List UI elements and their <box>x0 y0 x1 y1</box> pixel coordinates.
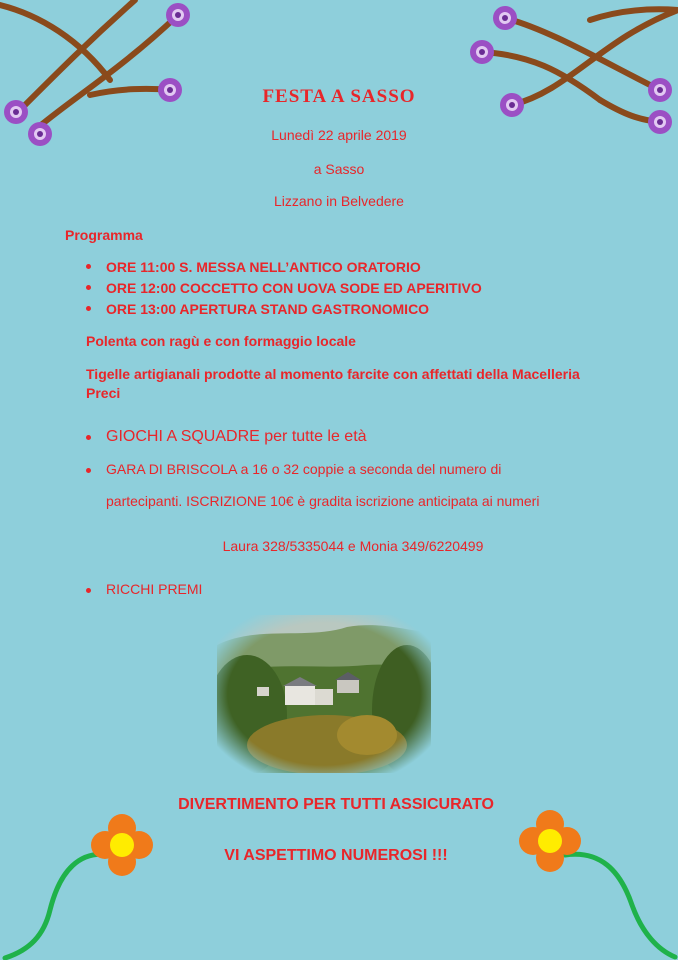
food-polenta: Polenta con ragù e con formaggio locale <box>86 333 356 349</box>
games-item: GIOCHI A SQUADRE per tutte le età <box>86 428 367 446</box>
briscola-item: GARA DI BRISCOLA a 16 o 32 coppie a seconda del numero di <box>86 461 501 477</box>
contacts: Laura 328/5335044 e Monia 349/6220499 <box>222 538 484 554</box>
flower-icon <box>493 6 517 30</box>
flower-icon <box>470 40 494 64</box>
program-heading: Programma <box>65 227 143 243</box>
closing-invite: VI ASPETTIMO NUMEROSI !!! <box>224 847 448 864</box>
bottom-left-flower-decoration <box>0 810 160 960</box>
schedule-item: ORE 13:00 APERTURA STAND GASTRONOMICO <box>86 299 482 320</box>
orange-flower-icon <box>519 810 581 872</box>
event-place: a Sasso <box>313 161 365 177</box>
village-photo <box>217 615 431 773</box>
event-date: Lunedì 22 aprile 2019 <box>271 127 407 143</box>
event-title: FESTA A SASSO <box>262 86 416 107</box>
games-list <box>86 428 367 446</box>
closing-fun: DIVERTIMENTO PER TUTTI ASSICURATO <box>178 796 494 813</box>
event-town: Lizzano in Belvedere <box>274 193 404 209</box>
flower-icon <box>166 3 190 27</box>
schedule-item: ORE 11:00 S. MESSA NELL’ANTICO ORATORIO <box>86 257 482 278</box>
bottom-right-flower-decoration <box>510 805 678 960</box>
orange-flower-icon <box>91 814 153 876</box>
prizes-list <box>86 581 202 597</box>
schedule-item: ORE 12:00 COCCETTO CON UOVA SODE ED APERITIVO <box>86 278 482 299</box>
food-tigelle: Tigelle artigianali prodotte al momento farcite con affettati della Macelleria Preci <box>86 366 580 401</box>
schedule-list <box>86 257 482 320</box>
briscola-list <box>86 461 501 477</box>
briscola-details: partecipanti. ISCRIZIONE 10€ è gradita iscrizione anticipata ai numeri <box>106 493 540 509</box>
prizes-item: RICCHI PREMI <box>86 581 202 597</box>
